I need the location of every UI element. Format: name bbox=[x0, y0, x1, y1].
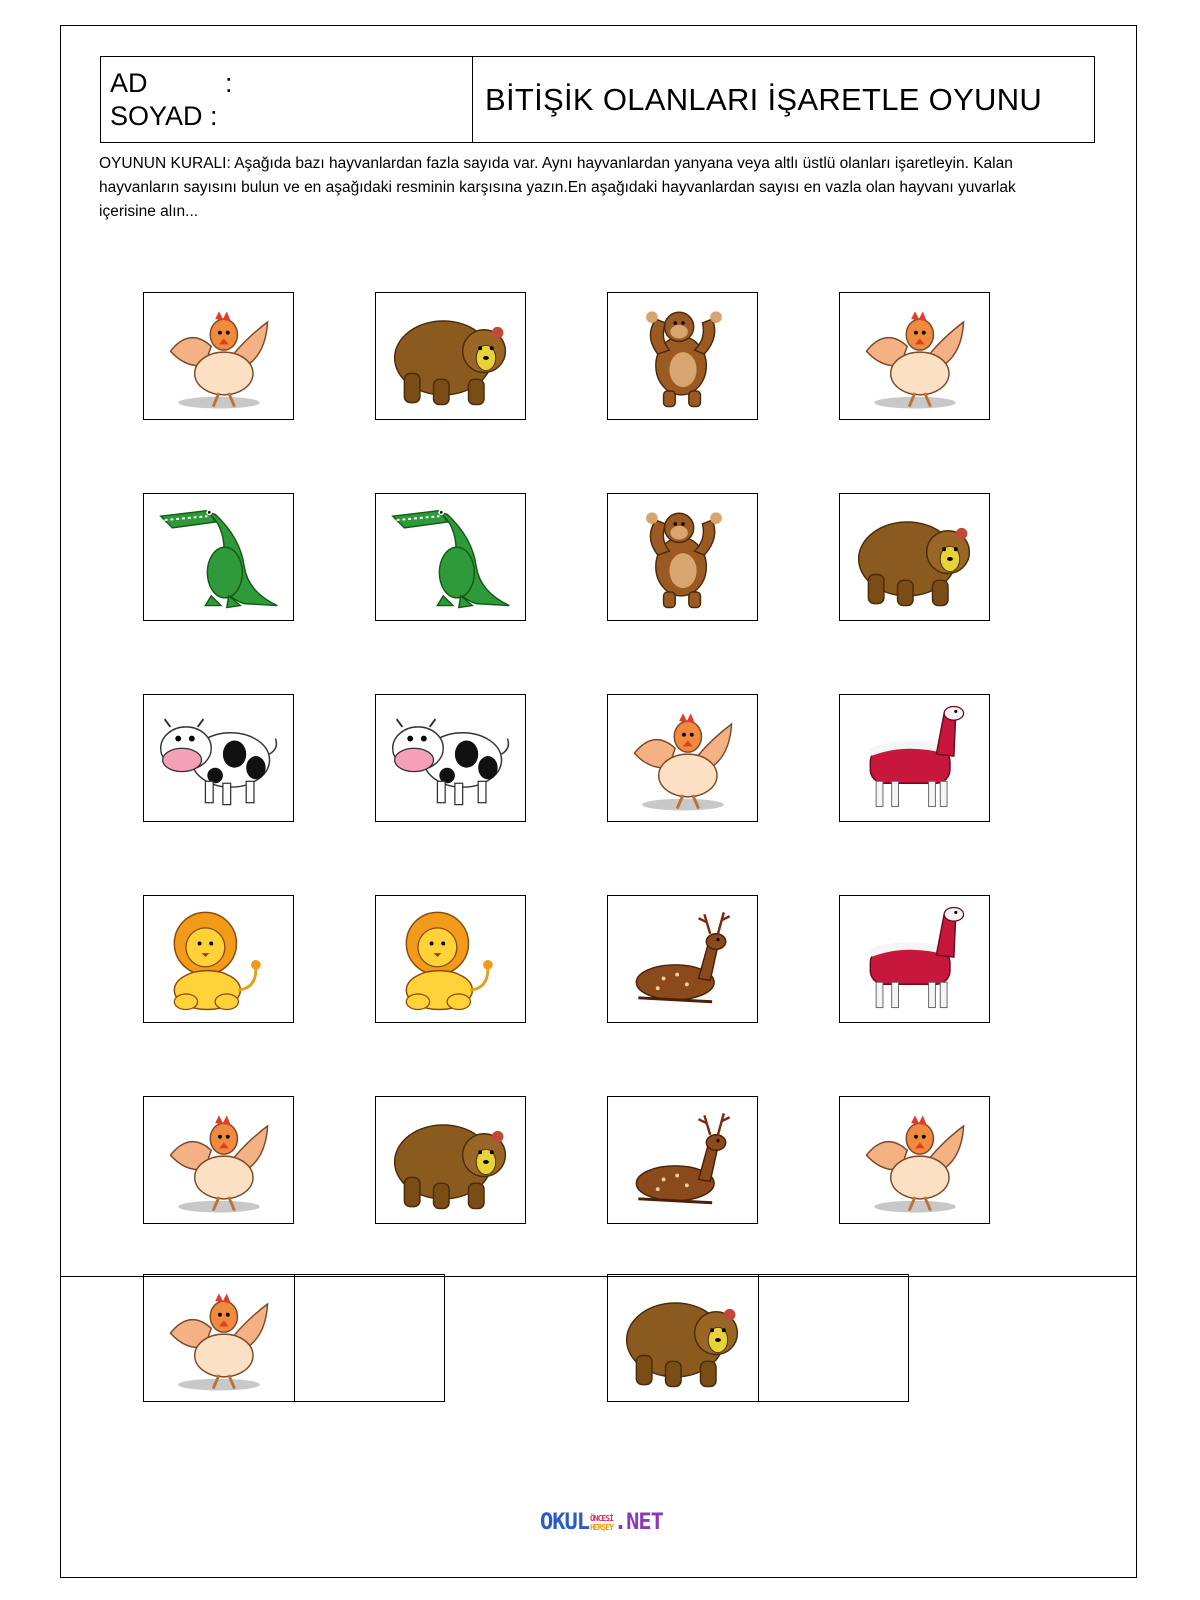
game-rules: OYUNUN KURALI: Aşağıda bazı hayvanlardan fazla sayıda var. Aynı hayvanlardan yanyana veya altlı üstlü olanları işaretleyin. Kalan hayvanların sayısını bulun ve en aşağıdaki resminin karşısına yazın.En aşağıdaki hayvanlardan sayısı en vazla olan hayvanı yuvarlak içerisine alın... bbox=[99, 155, 1016, 220]
animal-card-rooster[interactable] bbox=[143, 292, 294, 420]
rooster-icon bbox=[151, 297, 287, 415]
animal-card-rooster[interactable] bbox=[839, 292, 990, 420]
animal-card-rooster[interactable] bbox=[839, 1096, 990, 1224]
rooster-icon bbox=[615, 699, 751, 817]
logo-part2-bottom: HERŞEY bbox=[589, 1522, 613, 1532]
animal-card-llama[interactable] bbox=[839, 694, 990, 822]
deer-icon bbox=[615, 900, 751, 1018]
surname-row[interactable] bbox=[110, 100, 472, 133]
llama-icon bbox=[847, 699, 983, 817]
logo-part1: OKUL bbox=[540, 1510, 589, 1535]
bear-icon bbox=[383, 1101, 519, 1219]
rooster-icon bbox=[847, 1101, 983, 1219]
animal-card-bear[interactable] bbox=[839, 493, 990, 621]
animal-card-rooster[interactable] bbox=[607, 694, 758, 822]
crocodile-icon bbox=[151, 498, 287, 616]
cow-icon bbox=[383, 699, 519, 817]
worksheet-header bbox=[100, 56, 1095, 143]
lion-icon bbox=[151, 900, 287, 1018]
rooster-icon bbox=[847, 297, 983, 415]
gorilla-icon bbox=[615, 498, 751, 616]
answer-animal-bear[interactable] bbox=[608, 1275, 759, 1401]
animal-card-deer[interactable] bbox=[607, 895, 758, 1023]
site-logo bbox=[540, 1510, 663, 1535]
answer-row-bear bbox=[607, 1274, 909, 1402]
animal-card-deer[interactable] bbox=[607, 1096, 758, 1224]
animal-card-llama[interactable] bbox=[839, 895, 990, 1023]
animal-card-cow[interactable] bbox=[143, 694, 294, 822]
animal-card-bear[interactable] bbox=[375, 1096, 526, 1224]
student-name-area bbox=[101, 57, 473, 142]
animal-card-rooster[interactable] bbox=[143, 1096, 294, 1224]
gorilla-icon bbox=[615, 297, 751, 415]
bear-icon bbox=[615, 1279, 751, 1397]
animal-card-crocodile[interactable] bbox=[143, 493, 294, 621]
animal-card-gorilla[interactable] bbox=[607, 493, 758, 621]
cow-icon bbox=[151, 699, 287, 817]
animal-card-cow[interactable] bbox=[375, 694, 526, 822]
lion-icon bbox=[383, 900, 519, 1018]
bear-icon bbox=[847, 498, 983, 616]
logo-part2-top: ÖNCESİ bbox=[589, 1513, 613, 1523]
name-row[interactable] bbox=[110, 67, 472, 100]
name-colon: : bbox=[225, 68, 233, 98]
rooster-icon bbox=[151, 1101, 287, 1219]
answer-row-rooster bbox=[143, 1274, 445, 1402]
bear-icon bbox=[383, 297, 519, 415]
animal-card-lion[interactable] bbox=[143, 895, 294, 1023]
logo-part3: .NET bbox=[613, 1510, 663, 1535]
count-answer-box[interactable] bbox=[759, 1275, 908, 1401]
worksheet-title: BİTİŞİK OLANLARI İŞARETLE OYUNU bbox=[485, 81, 1043, 117]
animal-card-gorilla[interactable] bbox=[607, 292, 758, 420]
rooster-icon bbox=[151, 1279, 287, 1397]
crocodile-icon bbox=[383, 498, 519, 616]
surname-label: SOYAD : bbox=[110, 101, 218, 131]
animal-card-bear[interactable] bbox=[375, 292, 526, 420]
answer-animal-rooster[interactable] bbox=[144, 1275, 295, 1401]
animal-card-crocodile[interactable] bbox=[375, 493, 526, 621]
logo-part2 bbox=[590, 1514, 613, 1532]
animal-card-lion[interactable] bbox=[375, 895, 526, 1023]
count-answer-box[interactable] bbox=[295, 1275, 444, 1401]
deer-icon bbox=[615, 1101, 751, 1219]
llama-icon bbox=[847, 900, 983, 1018]
name-label: AD bbox=[110, 68, 148, 98]
